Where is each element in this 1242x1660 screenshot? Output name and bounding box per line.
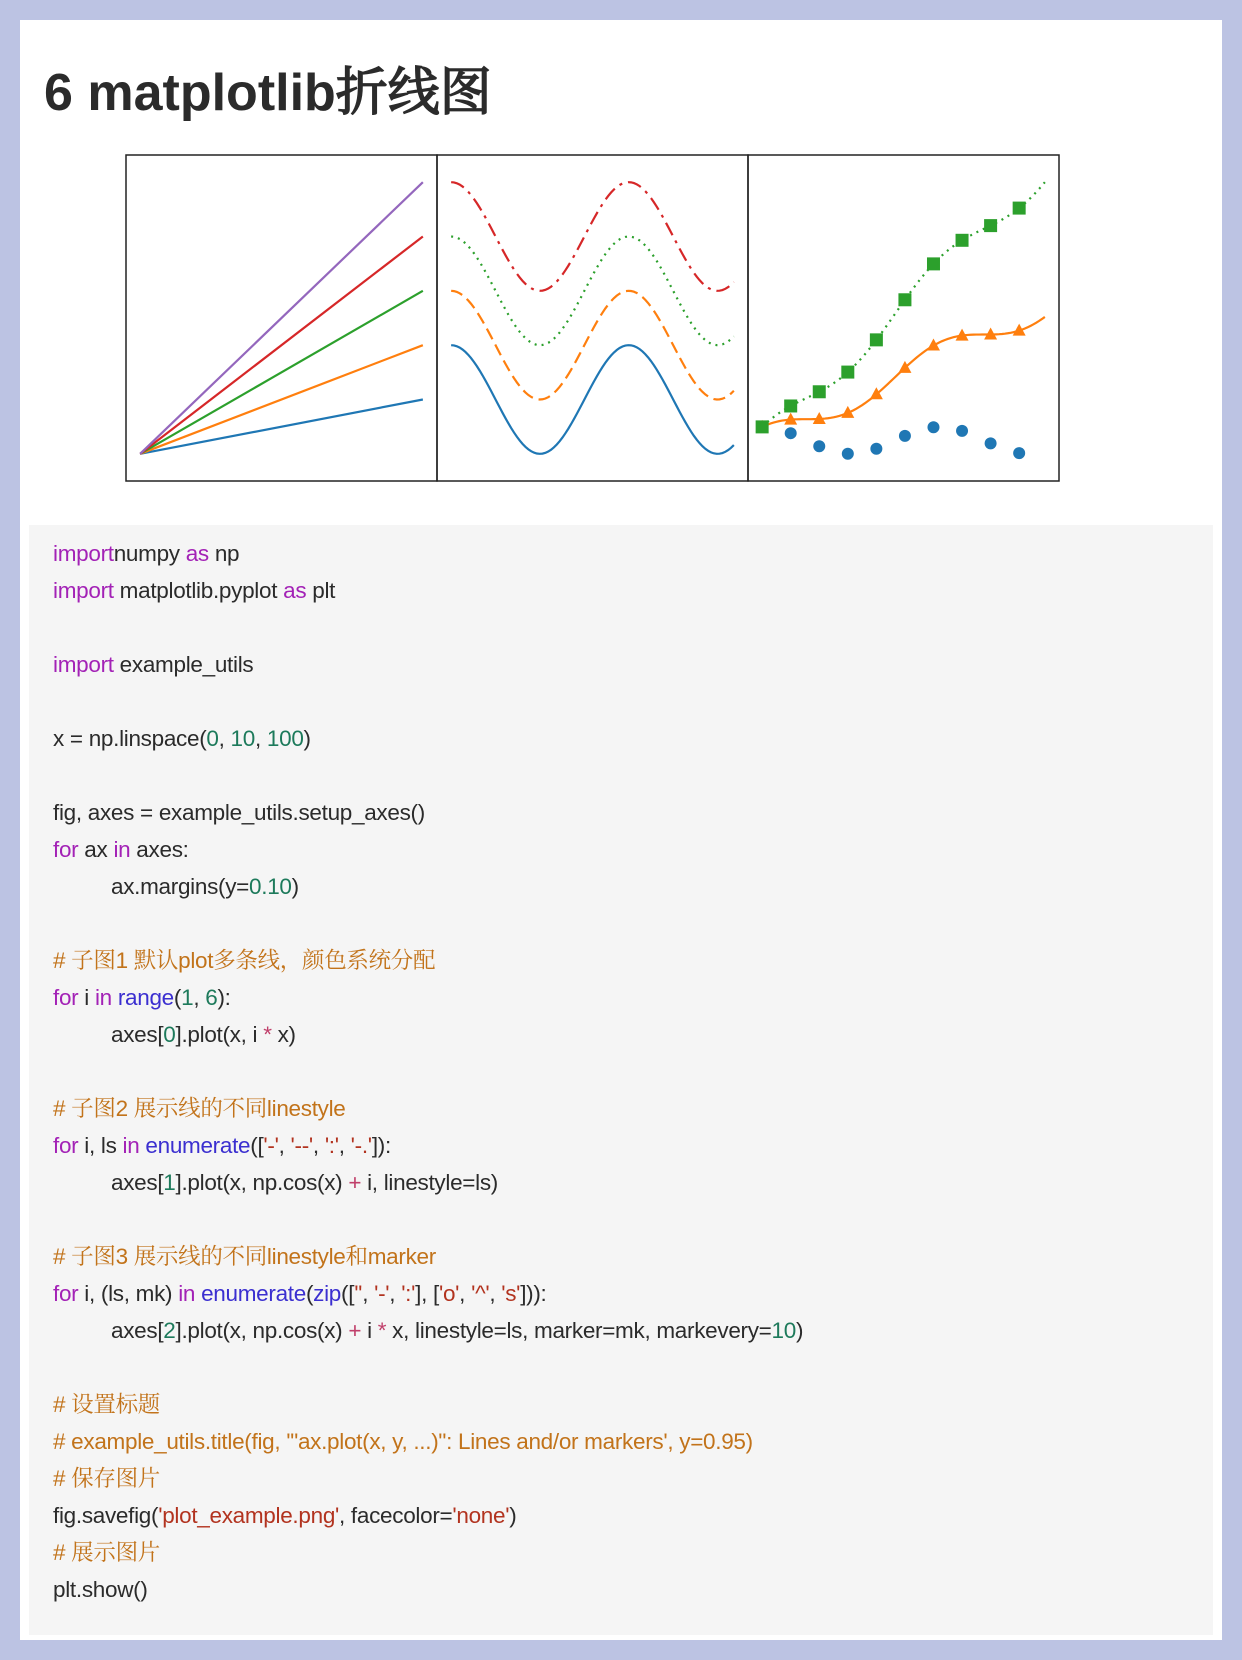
code-line xyxy=(53,535,239,572)
square-marker xyxy=(984,219,997,232)
code-line xyxy=(53,831,189,868)
code-line xyxy=(111,1164,498,1201)
code-token: ([ xyxy=(250,1133,264,1158)
code-token: axes[ xyxy=(111,1170,164,1195)
series-line xyxy=(140,182,423,454)
circle-marker xyxy=(956,425,968,437)
code-token: , xyxy=(338,1133,351,1158)
code-token: , xyxy=(193,985,206,1010)
square-marker xyxy=(813,385,826,398)
code-token: ].plot(x, np.cos(x) xyxy=(175,1170,349,1195)
code-token: # 保存图片 xyxy=(53,1466,160,1491)
code-token: 'none' xyxy=(452,1503,510,1528)
series-line xyxy=(451,345,734,454)
code-token: i, linestyle=ls) xyxy=(361,1170,498,1195)
code-token: 0 xyxy=(206,726,219,751)
code-token: 100 xyxy=(266,726,304,751)
code-token: ) xyxy=(291,874,299,899)
code-token: import xyxy=(53,578,114,603)
code-token: 10 xyxy=(230,726,255,751)
code-token: ( xyxy=(305,1281,314,1306)
circle-marker xyxy=(927,421,939,433)
code-token: ].plot(x, np.cos(x) xyxy=(175,1318,349,1343)
code-token: , xyxy=(459,1281,472,1306)
code-token: enumerate xyxy=(201,1281,306,1306)
code-token: in xyxy=(113,837,131,862)
code-token: 's' xyxy=(501,1281,521,1306)
code-token: axes[ xyxy=(111,1318,164,1343)
code-line xyxy=(53,646,253,683)
code-token: in xyxy=(122,1133,140,1158)
code-token: for xyxy=(53,1133,79,1158)
code-token: 'plot_example.png' xyxy=(158,1503,340,1528)
series-line xyxy=(140,400,423,454)
code-token: range xyxy=(117,985,174,1010)
code-line xyxy=(53,1090,346,1127)
subplot-3 xyxy=(748,155,1059,481)
code-line xyxy=(53,1386,160,1423)
code-token: , xyxy=(254,726,267,751)
code-token: for xyxy=(53,1281,79,1306)
code-token: # 子图3 展示线的不同linestyle和marker xyxy=(53,1244,436,1269)
code-token: np xyxy=(208,541,240,566)
code-token: 1 xyxy=(181,985,194,1010)
code-token: x) xyxy=(271,1022,296,1047)
content-card xyxy=(20,20,1222,1640)
circle-marker xyxy=(985,437,997,449)
code-token: '-' xyxy=(263,1133,279,1158)
code-line xyxy=(53,1127,391,1164)
code-line xyxy=(53,1460,160,1497)
code-token: # example_utils.title(fig, '"ax.plot(x, y, ...)": Lines and/or markers', y=0.95) xyxy=(53,1429,753,1454)
circle-marker xyxy=(870,443,882,455)
square-marker xyxy=(784,399,797,412)
code-token: ]): xyxy=(371,1133,391,1158)
code-token: , xyxy=(489,1281,502,1306)
code-token: matplotlib.pyplot xyxy=(113,578,284,603)
code-token: 10 xyxy=(771,1318,796,1343)
code-token: in xyxy=(94,985,112,1010)
subplot-1 xyxy=(126,155,437,481)
code-token: ], [ xyxy=(415,1281,439,1306)
code-token: * xyxy=(263,1022,272,1047)
code-token: * xyxy=(377,1318,387,1343)
code-token: axes: xyxy=(130,837,189,862)
code-token: numpy xyxy=(113,541,186,566)
square-marker xyxy=(870,333,883,346)
code-line xyxy=(53,794,425,831)
code-token: ([ xyxy=(341,1281,355,1306)
code-token: import xyxy=(53,652,114,677)
code-token: 2 xyxy=(163,1318,176,1343)
code-token: ) xyxy=(303,726,311,751)
code-token: '-.' xyxy=(350,1133,372,1158)
code-token: fig.savefig( xyxy=(53,1503,159,1528)
code-line xyxy=(111,1016,296,1053)
code-token: ( xyxy=(173,985,182,1010)
code-token: ])): xyxy=(520,1281,547,1306)
code-token: as xyxy=(185,541,209,566)
square-marker xyxy=(927,257,940,270)
code-token: i xyxy=(361,1318,378,1343)
code-token: 'o' xyxy=(438,1281,460,1306)
code-token: '^' xyxy=(471,1281,490,1306)
code-token: 1 xyxy=(163,1170,176,1195)
code-token: 6 xyxy=(205,985,218,1010)
code-token: example_utils xyxy=(113,652,254,677)
triangle-marker xyxy=(927,339,940,351)
code-token: i xyxy=(78,985,95,1010)
circle-marker xyxy=(842,448,854,460)
code-token: , xyxy=(389,1281,402,1306)
code-token: i, (ls, mk) xyxy=(78,1281,179,1306)
code-token: x, linestyle=ls, marker=mk, markevery= xyxy=(386,1318,772,1343)
square-marker xyxy=(898,293,911,306)
code-token: in xyxy=(178,1281,196,1306)
code-token: + xyxy=(348,1318,362,1343)
code-token: plt xyxy=(306,578,336,603)
code-token: # 子图2 展示线的不同linestyle xyxy=(53,1096,346,1121)
circle-marker xyxy=(1013,447,1025,459)
code-line xyxy=(53,1534,160,1571)
code-token: for xyxy=(53,837,79,862)
series-line xyxy=(140,345,423,454)
code-line xyxy=(53,572,335,609)
code-token: '-' xyxy=(374,1281,390,1306)
code-line xyxy=(53,720,311,757)
code-token: , xyxy=(312,1133,325,1158)
circle-marker xyxy=(899,430,911,442)
code-token: ':' xyxy=(324,1133,339,1158)
code-token: '--' xyxy=(290,1133,313,1158)
code-token: ) xyxy=(509,1503,517,1528)
page-title: 6 matplotlib折线图 xyxy=(44,64,492,122)
code-token: x = np.linspace( xyxy=(53,726,207,751)
code-line xyxy=(53,1571,148,1608)
code-token: , facecolor= xyxy=(339,1503,453,1528)
code-token: 0 xyxy=(163,1022,176,1047)
code-token: plt.show() xyxy=(53,1577,148,1602)
code-block xyxy=(29,525,1213,1635)
code-token: '' xyxy=(354,1281,363,1306)
code-line xyxy=(53,979,231,1016)
code-token: fig, axes = example_utils.setup_axes() xyxy=(53,800,425,825)
code-token: import xyxy=(53,541,114,566)
series-line xyxy=(451,182,734,291)
code-token: , xyxy=(362,1281,375,1306)
code-token: # 子图1 默认plot多条线，颜色系统分配 xyxy=(53,948,436,973)
square-marker xyxy=(756,420,769,433)
code-token: ): xyxy=(217,985,231,1010)
code-token: , xyxy=(218,726,231,751)
figure xyxy=(124,144,1114,492)
code-token: i, ls xyxy=(78,1133,123,1158)
subplot-2 xyxy=(437,155,748,481)
code-line xyxy=(53,1423,753,1460)
circle-marker xyxy=(813,440,825,452)
code-line xyxy=(111,868,299,905)
code-token: zip xyxy=(313,1281,342,1306)
code-token: ax.margins(y= xyxy=(111,874,250,899)
code-token: # 展示图片 xyxy=(53,1540,160,1565)
code-token: ].plot(x, i xyxy=(175,1022,264,1047)
code-line xyxy=(53,1275,546,1312)
code-token: as xyxy=(283,578,307,603)
series-line xyxy=(140,237,423,454)
code-token: + xyxy=(348,1170,362,1195)
series-line xyxy=(140,291,423,454)
code-token: axes[ xyxy=(111,1022,164,1047)
code-token: # 设置标题 xyxy=(53,1392,160,1417)
code-line xyxy=(111,1312,803,1349)
square-marker xyxy=(956,234,969,247)
square-marker xyxy=(841,366,854,379)
code-token: ax xyxy=(78,837,114,862)
circle-marker xyxy=(785,427,797,439)
code-line xyxy=(53,942,435,979)
code-line xyxy=(53,1497,516,1534)
code-token: ) xyxy=(795,1318,804,1343)
code-token: , xyxy=(278,1133,291,1158)
code-token: ':' xyxy=(401,1281,416,1306)
code-token: 0.10 xyxy=(249,874,292,899)
subplot-frame xyxy=(437,155,748,481)
square-marker xyxy=(1013,202,1026,215)
code-token: enumerate xyxy=(145,1133,251,1158)
code-line xyxy=(53,1238,436,1275)
code-token: for xyxy=(53,985,79,1010)
